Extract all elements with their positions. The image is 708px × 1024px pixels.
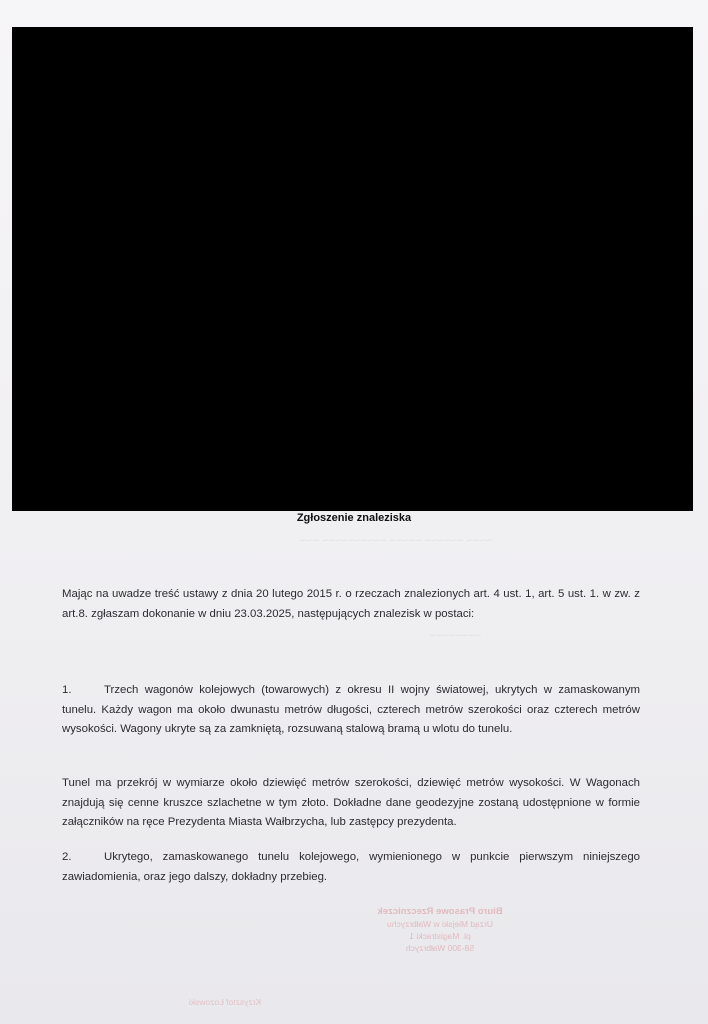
list-item-number: 2. <box>62 851 72 863</box>
stamp-line: 58-300 Wałbrzych <box>405 943 475 953</box>
list-item-number: 1. <box>62 684 72 696</box>
signature-stamp: Krzysztof Łozowski <box>188 997 262 1007</box>
stamp-line: Urząd Miejski w Wałbrzychu <box>387 919 493 929</box>
stamp-line: Biuro Prasowe Rzeczniczek <box>377 906 503 917</box>
list-item <box>62 681 640 740</box>
list-item-text: Trzech wagonów kolejowych (towarowych) z okresu II wojny światowej, ukrytych w zamaskowanym tunelu. Każdy wagon ma około dwunastu metrów długości, czterech metrów szerokości oraz czterech metrów wysokości. Wagony ukryte są za zamkniętą, rozsuwaną stalową bramą u wlotu do tunelu. <box>62 684 640 735</box>
stamp-line: pl. Magistracki 1 <box>409 931 471 941</box>
bleed-through-text: ~~~~~~~~ <box>430 630 482 642</box>
redacted-area <box>12 27 693 511</box>
list-item <box>62 848 640 887</box>
bleed-through-text: ~~~~ ~~~~~~ ~~~~~ ~~~~~~~~~~ ~~~ <box>300 535 493 547</box>
document-title: Zgłoszenie znaleziska <box>296 512 412 524</box>
list-item-text: Ukrytego, zamaskowanego tunelu kolejowego, wymienionego w punkcie pierwszym niniejszego zawiadomienia, oraz jego dalszy, dokładny przebieg. <box>62 851 640 883</box>
office-stamp <box>375 906 505 954</box>
intro-paragraph: Mając na uwadze treść ustawy z dnia 20 lutego 2015 r. o rzeczach znalezionych art. 4 ust. 1, art. 5 ust. 1. w zw. z art.8. zgłaszam dokonanie w dniu 23.03.2025, następujących znalezisk w postaci: <box>62 588 640 620</box>
tunnel-paragraph: Tunel ma przekrój w wymiarze około dziewięć metrów szerokości, dziewięć metrów wysokości. W Wagonach znajdują się cenne kruszce szlachetne w tym złoto. Dokładne dane geodezyjne zostaną udostępnione w formie załączników na ręce Prezydenta Miasta Wałbrzycha, lub zastępcy prezydenta. <box>62 777 640 828</box>
